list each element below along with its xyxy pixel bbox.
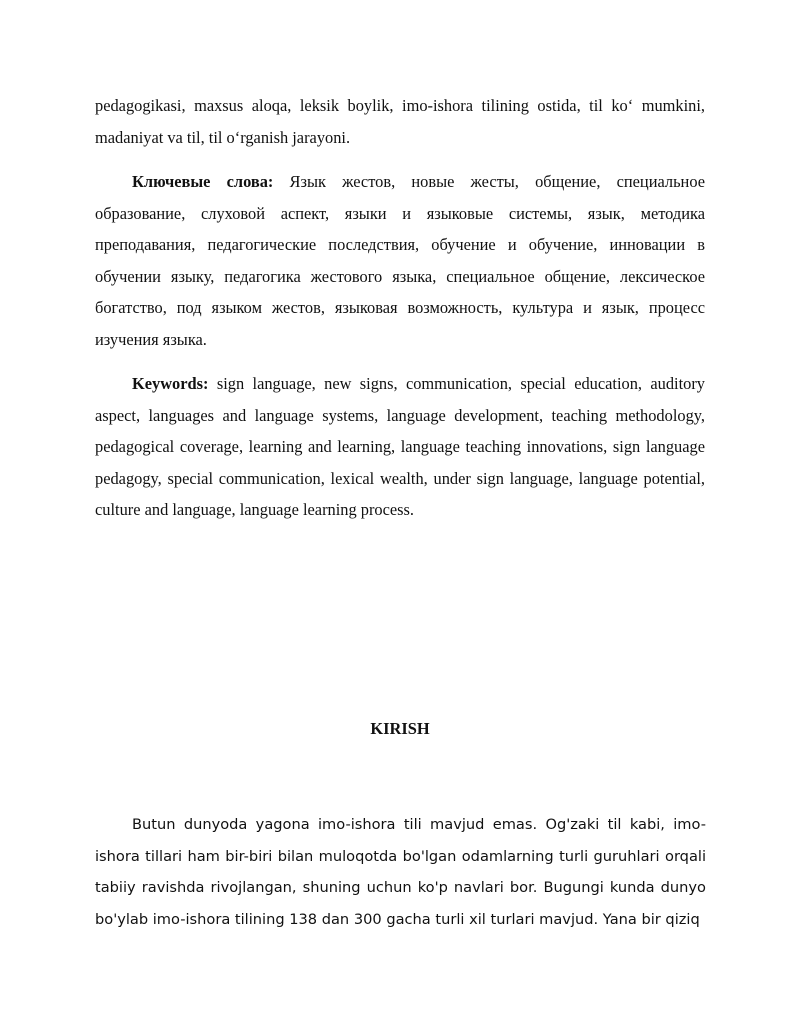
english-keywords-paragraph bbox=[95, 368, 705, 526]
english-keywords-label: Keywords: bbox=[132, 374, 209, 393]
intro-paragraph: Butun dunyoda yagona imo-ishora tili mavjud emas. Og'zaki til kabi, imo-ishora tillari ham bir-biri bilan muloqotda bo'lgan odamlarning turli guruhlari orqali tabiiy ravishda rivojlangan, shuning uchun ko'p navlari bor. Bugungi kunda dunyo bo'ylab imo-ishora tilining 138 dan 300 gacha turli xil turlari mavjud. Yana bir qiziq bbox=[95, 816, 706, 928]
section-heading-kirish: KIRISH bbox=[370, 719, 430, 738]
uzbek-keywords-continuation: pedagogikasi, maxsus aloqa, leksik boylik, imo-ishora tilining ostida, til ko‘ mumkini, madaniyat va til, til o‘rganish jarayoni. bbox=[95, 96, 705, 147]
russian-keywords-text: Язык жестов, новые жесты, общение, специальное образование, слуховой аспект, языки и языковые системы, язык, методика преподавания, педагогические последствия, обучение и обучение, инновации в обучении языку, педагогика жестового языка, специальное общение, лексическое богатство, под языком жестов, языковая возможность, культура и язык, процесс изучения языка. bbox=[95, 172, 705, 349]
russian-keywords-paragraph bbox=[95, 166, 705, 355]
english-keywords-text: sign language, new signs, communication, special education, auditory aspect, languages and language systems, language development, teaching methodology, pedagogical coverage, learning and learning, language teaching innovations, sign language pedagogy, special communication, lexical wealth, under sign language, language potential, culture and language, language learning process. bbox=[95, 374, 705, 519]
russian-keywords-label: Ключевые слова: bbox=[132, 172, 274, 191]
